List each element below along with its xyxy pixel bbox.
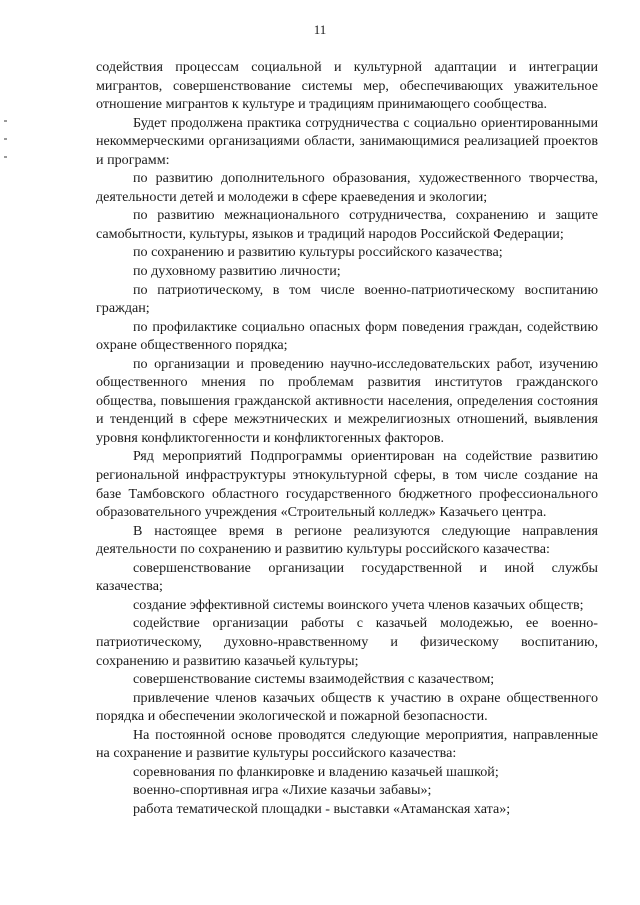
list-item: по организации и проведению научно-исследовательских работ, изучению общественного мнения по проблемам развития институтов гражданского общества, повышения гражданской активности населения, определения состояния и тенденций в сфере межэтнических и межрелигиозных отношений, выявления уровня конфликтогенности и конфликтогенных факторов. [96,355,598,446]
list-item: по профилактике социально опасных форм поведения граждан, содействию охране общественного порядка; [96,318,598,354]
list-item: совершенствование организации государственной и иной службы казачества; [96,559,598,595]
margin-mark [4,120,7,122]
list-item: привлечение членов казачьих обществ к участию в охране общественного порядка и обеспечении экологической и пожарной безопасности. [96,689,598,725]
document-body [96,58,598,818]
paragraph: Ряд мероприятий Подпрограммы ориентирован на содействие развитию региональной инфраструктуры этнокультурной сферы, в том числе создание на базе Тамбовского областного государственного бюджетного профессионального образовательного учреждения «Строительный колледж» Казачьего центра. [96,448,598,521]
paragraph: На постоянной основе проводятся следующие мероприятия, направленные на сохранение и развитие культуры российского казачества: [96,726,598,762]
list-item: военно-спортивная игра «Лихие казачьи забавы»; [133,782,432,799]
margin-mark [4,138,7,140]
list-item: по духовному развитию личности; [133,263,341,280]
page-number: 11 [313,22,327,37]
list-item: по патриотическому, в том числе военно-патриотическому воспитанию граждан; [96,281,598,317]
list-item: содействие организации работы с казачьей молодежью, ее военно-патриотическому, духовно-нравственному и физическому воспитанию, сохранению и развитию казачьей культуры; [96,615,598,669]
paragraph: Будет продолжена практика сотрудничества с социально ориентированными некоммерческими организациями области, занимающимися реализацией проектов и программ: [96,114,598,168]
list-item: создание эффективной системы воинского учета членов казачьих обществ; [133,596,584,613]
paragraph: содействия процессам социальной и культурной адаптации и интеграции мигрантов, совершенствование системы мер, обеспечивающих уважительное отношение мигрантов к культуре и традициям принимающего сообщества. [96,59,598,113]
list-item: по сохранению и развитию культуры российского казачества; [133,244,503,261]
list-item: работа тематической площадки - выставки «Атаманская хата»; [133,800,511,817]
paragraph: В настоящее время в регионе реализуются следующие направления деятельности по сохранению и развитию культуры российского казачества: [96,522,598,558]
margin-mark [4,156,7,158]
list-item: по развитию дополнительного образования, художественного творчества, деятельности детей и молодежи в сфере краеведения и экологии; [96,170,598,205]
list-item: по развитию межнационального сотрудничества, сохранению и защите самобытности, культуры, языков и традиций народов Российской Федерации; [96,207,598,242]
list-item: совершенствование системы взаимодействия с казачеством; [133,671,495,688]
list-item: соревнования по фланкировке и владению казачьей шашкой; [133,763,499,780]
